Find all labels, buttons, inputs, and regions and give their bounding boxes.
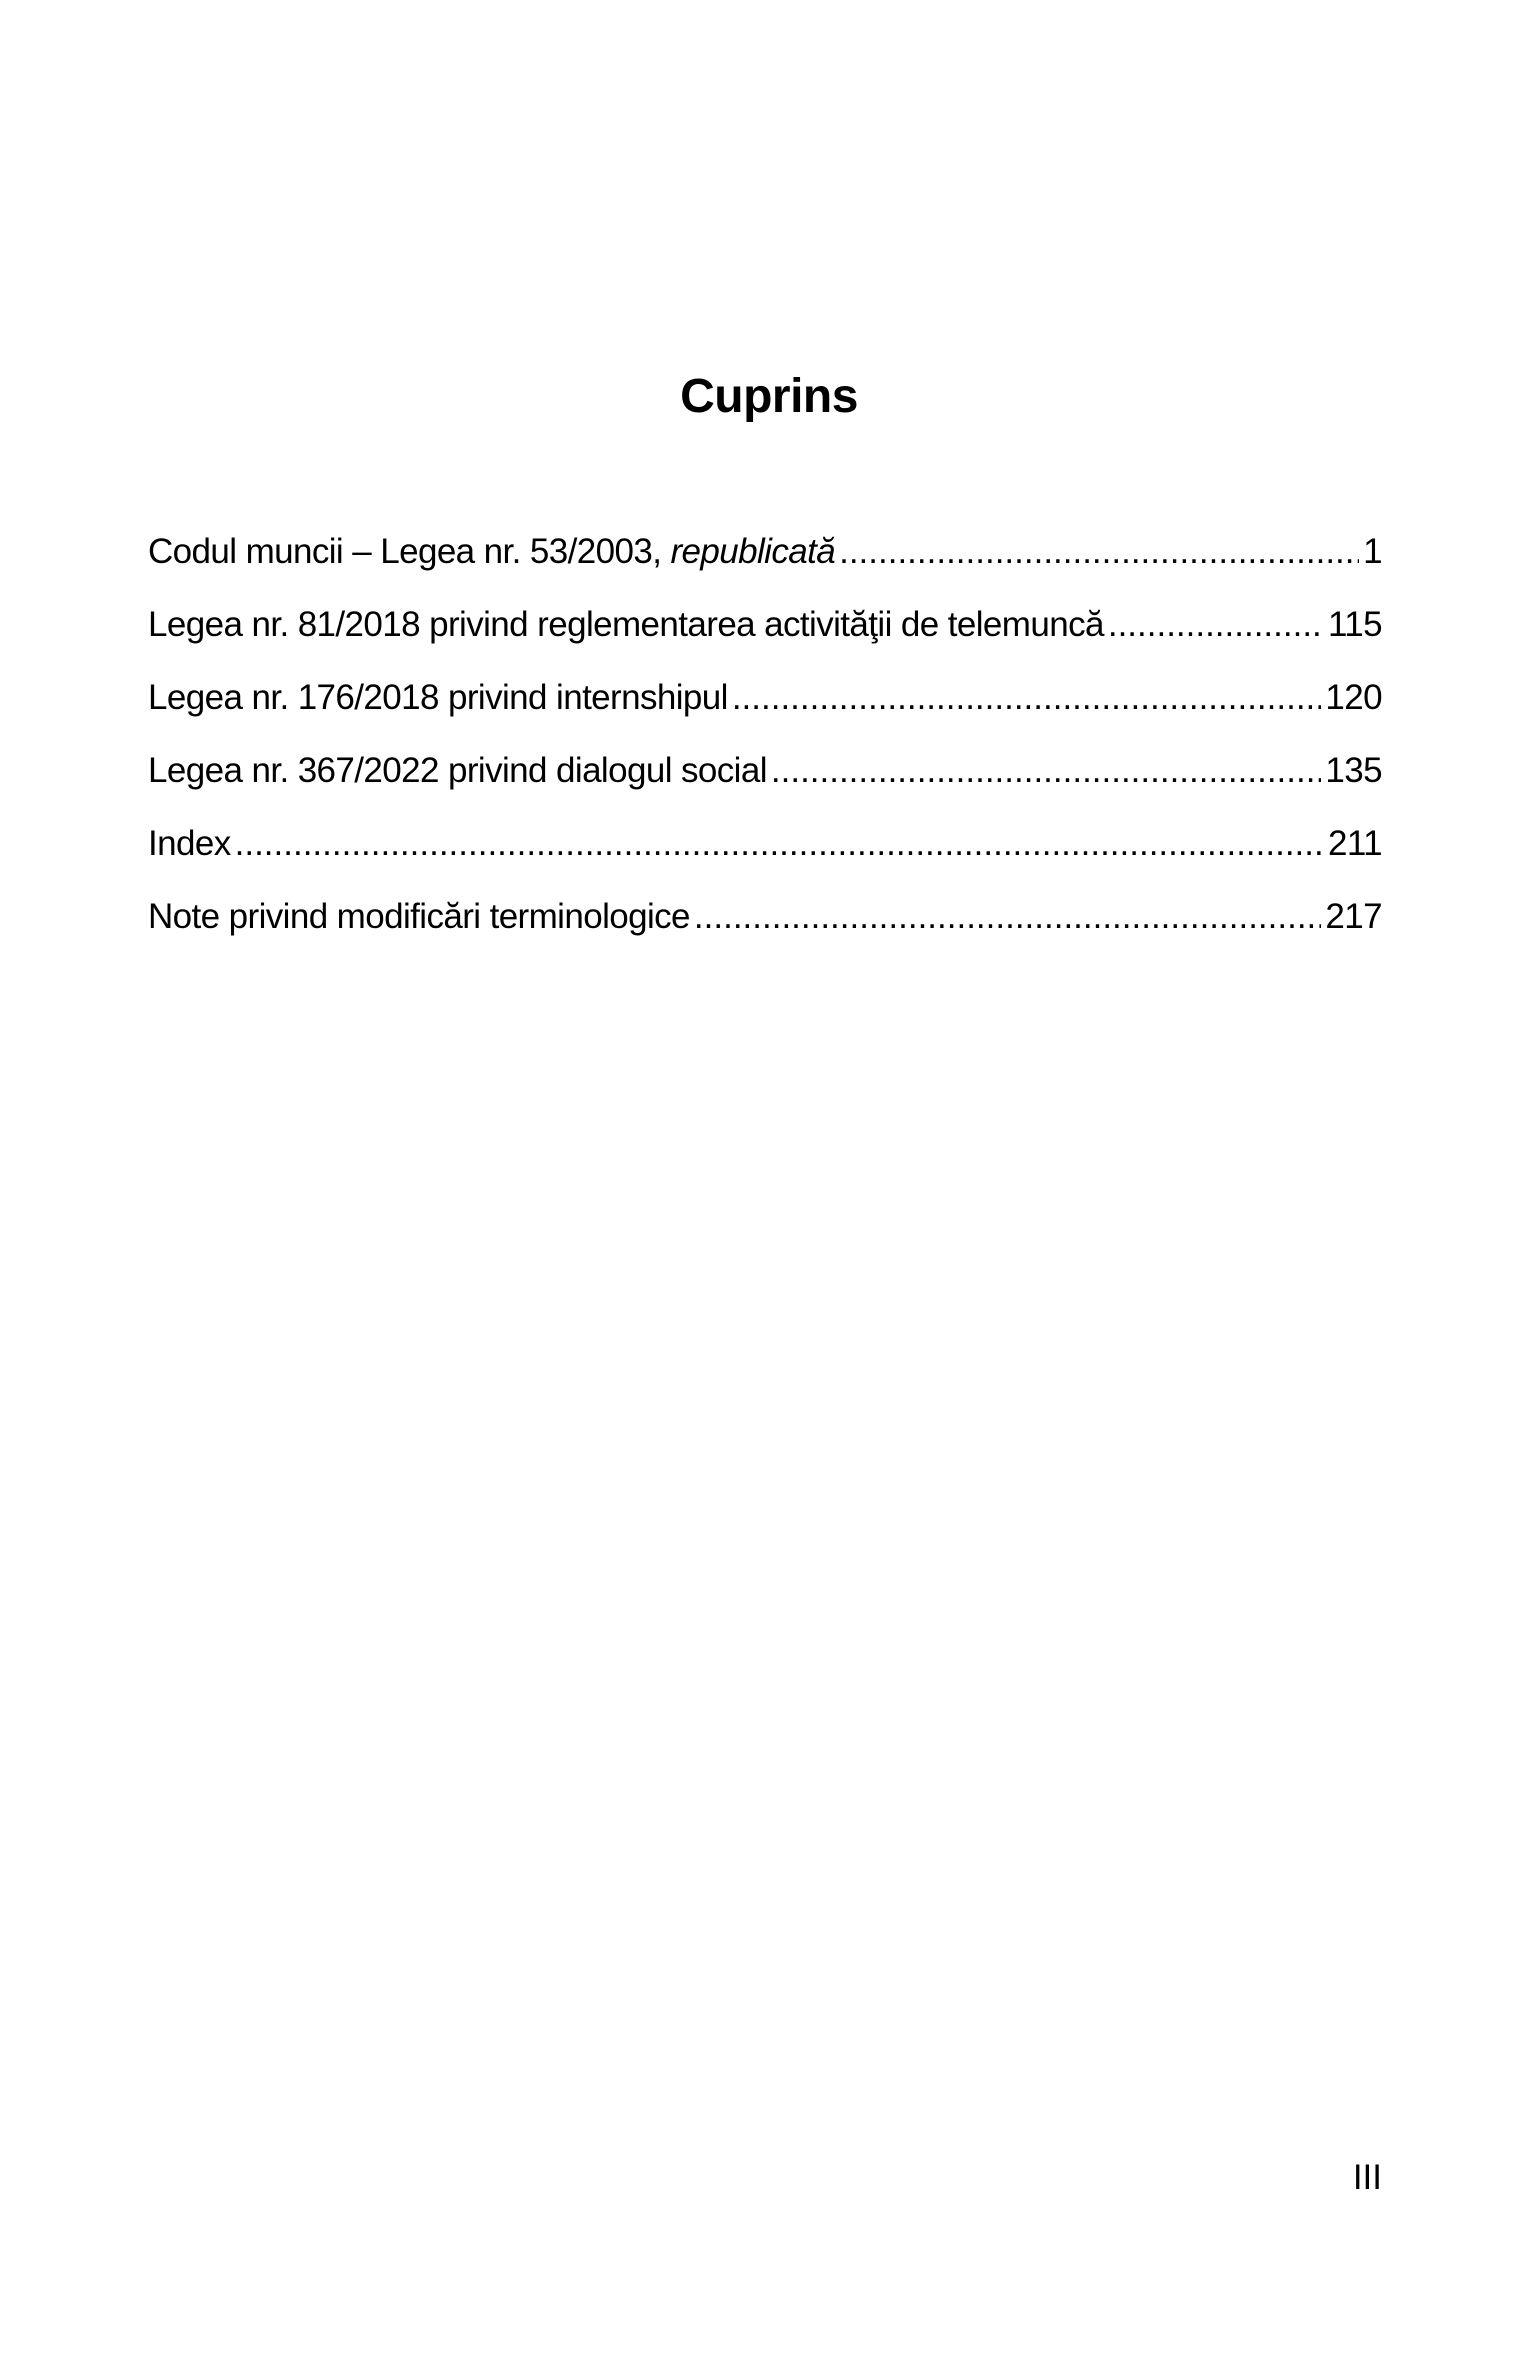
toc-entry-title-italic: republicată bbox=[670, 532, 836, 571]
toc-entry-title: Legea nr. 81/2018 privind reglementarea activităţii de telemuncă bbox=[148, 605, 1104, 644]
dot-leader bbox=[1108, 595, 1324, 655]
table-of-contents bbox=[148, 522, 1382, 960]
toc-entry-title: Codul muncii – Legea nr. 53/2003, republicată bbox=[148, 532, 836, 571]
toc-entry bbox=[148, 595, 1382, 668]
toc-entry bbox=[148, 887, 1382, 960]
toc-entry-page: 135 bbox=[1325, 751, 1382, 790]
toc-entry-page: 120 bbox=[1325, 678, 1382, 717]
toc-entry bbox=[148, 741, 1382, 814]
toc-entry bbox=[148, 668, 1382, 741]
dot-leader bbox=[732, 668, 1322, 728]
dot-leader bbox=[839, 522, 1359, 582]
dot-leader bbox=[235, 814, 1324, 874]
toc-entry-page: 1 bbox=[1363, 532, 1382, 571]
toc-entry-page: 211 bbox=[1328, 824, 1382, 863]
toc-entry-title: Legea nr. 176/2018 privind internshipul bbox=[148, 678, 728, 717]
page-title: Cuprins bbox=[680, 370, 858, 424]
dot-leader bbox=[771, 741, 1322, 801]
dot-leader bbox=[694, 887, 1321, 947]
toc-entry-page: 115 bbox=[1328, 605, 1382, 644]
toc-entry-title: Note privind modificări terminologice bbox=[148, 897, 690, 936]
toc-entry bbox=[148, 522, 1382, 595]
toc-entry-title: Index bbox=[148, 824, 231, 863]
toc-entry-title: Legea nr. 367/2022 privind dialogul social bbox=[148, 751, 767, 790]
page-number: III bbox=[1352, 2158, 1382, 2197]
toc-entry bbox=[148, 814, 1382, 887]
toc-entry-page: 217 bbox=[1325, 897, 1382, 936]
